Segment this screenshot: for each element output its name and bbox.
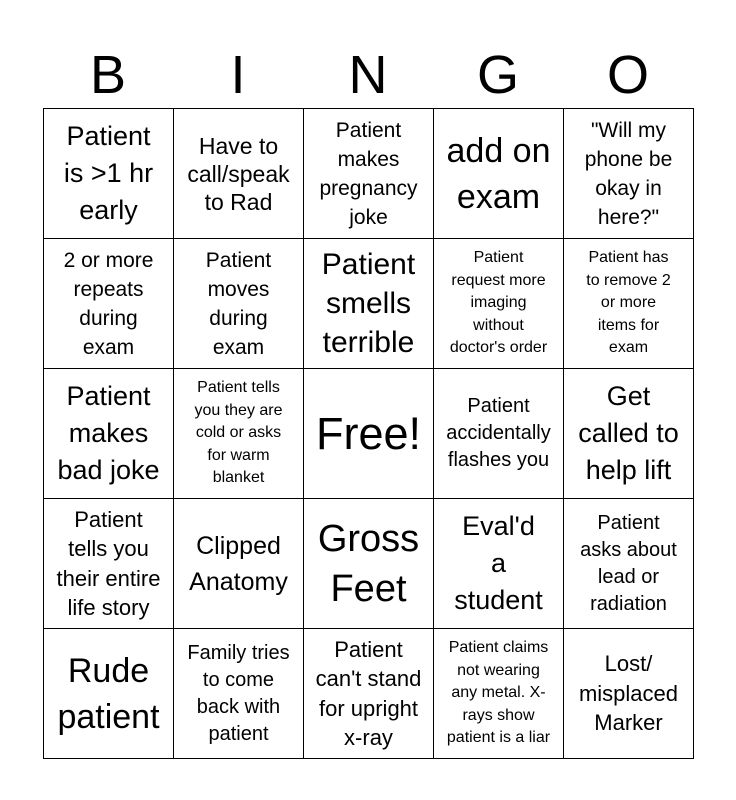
bingo-cell[interactable]: Have to call/speak to Rad <box>174 109 304 239</box>
bingo-cell[interactable]: Clipped Anatomy <box>174 499 304 629</box>
bingo-cell[interactable]: Patient request more imaging without doctor's order <box>434 239 564 369</box>
bingo-cell[interactable]: Rude patient <box>44 629 174 759</box>
bingo-cell[interactable]: Patient can't stand for upright x-ray <box>304 629 434 759</box>
bingo-cell[interactable]: Patient moves during exam <box>174 239 304 369</box>
bingo-cell[interactable]: Get called to help lift <box>564 369 694 499</box>
bingo-cell[interactable]: Family tries to come back with patient <box>174 629 304 759</box>
free-space[interactable]: Free! <box>304 369 434 499</box>
header-letter-i: I <box>230 45 246 105</box>
bingo-cell[interactable]: Patient is >1 hr early <box>44 109 174 239</box>
bingo-cell[interactable]: "Will my phone be okay in here?" <box>564 109 694 239</box>
bingo-cell[interactable]: Patient claims not wearing any metal. X- rays show patient is a liar <box>434 629 564 759</box>
header-letter-g: G <box>476 45 519 105</box>
bingo-cell[interactable]: Lost/ misplaced Marker <box>564 629 694 759</box>
bingo-cell[interactable]: Patient makes pregnancy joke <box>304 109 434 239</box>
bingo-cell[interactable]: Patient asks about lead or radiation <box>564 499 694 629</box>
header-letter-n: N <box>348 45 388 105</box>
bingo-cell[interactable]: Patient makes bad joke <box>44 369 174 499</box>
bingo-cell[interactable]: Gross Feet <box>304 499 434 629</box>
bingo-header <box>43 42 693 108</box>
bingo-cell[interactable]: add on exam <box>434 109 564 239</box>
bingo-grid <box>43 108 694 759</box>
bingo-cell[interactable]: 2 or more repeats during exam <box>44 239 174 369</box>
bingo-cell[interactable]: Patient smells terrible <box>304 239 434 369</box>
bingo-cell[interactable]: Patient has to remove 2 or more items for exam <box>564 239 694 369</box>
bingo-cell[interactable]: Patient tells you their entire life story <box>44 499 174 629</box>
header-letter-b: B <box>89 45 127 105</box>
header-letter-o: O <box>606 45 649 105</box>
bingo-cell[interactable]: Patient tells you they are cold or asks for warm blanket <box>174 369 304 499</box>
bingo-cell[interactable]: Eval'd a student <box>434 499 564 629</box>
bingo-cell[interactable]: Patient accidentally flashes you <box>434 369 564 499</box>
